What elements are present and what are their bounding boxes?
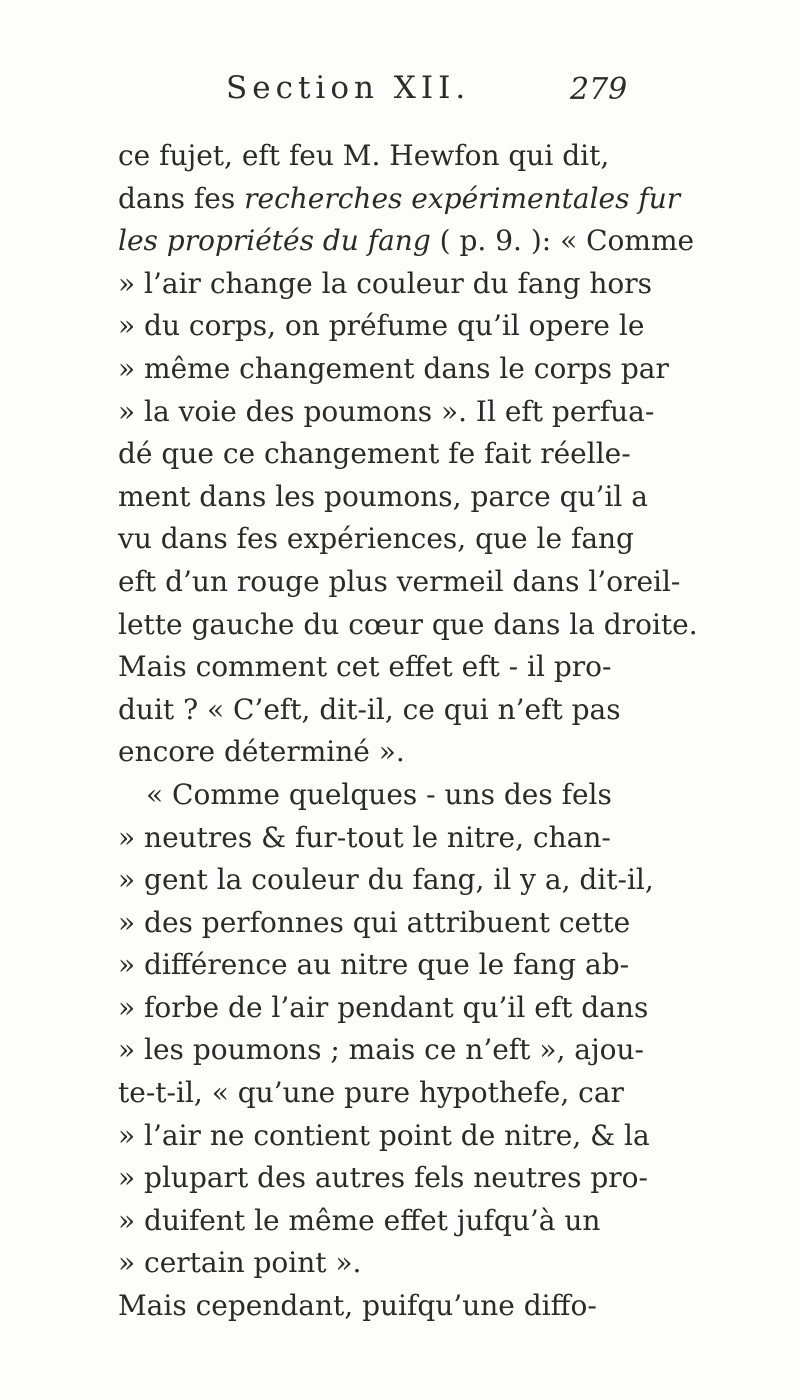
line-text: te-t-il, « qu’une pure hypothefe, car xyxy=(118,1076,624,1110)
line-text: ment dans les poumons, parce qu’il a xyxy=(118,479,648,513)
line-text: » l’air change la couleur du fang hors xyxy=(118,266,653,300)
page-header xyxy=(226,70,666,120)
text-line xyxy=(118,902,708,945)
line-text: vu dans fes expériences, que le fang xyxy=(118,522,634,556)
text-line xyxy=(118,391,708,434)
line-text: dé que ce changement fe fait réelle- xyxy=(118,437,631,471)
line-text: » l’air ne contient point de nitre, & la xyxy=(118,1118,650,1152)
line-text: encore déterminé ». xyxy=(118,735,405,769)
text-line xyxy=(118,817,708,860)
text-line xyxy=(118,263,708,306)
line-text: » du corps, on préfume qu’il opere le xyxy=(118,309,645,343)
text-line xyxy=(118,178,708,221)
text-line xyxy=(118,561,708,604)
text-line xyxy=(118,348,708,391)
text-line xyxy=(118,305,708,348)
line-text: duit ? « C’eft, dit-il, ce qui n’eft pas xyxy=(118,692,621,726)
italic-text: recherches expérimentales fur xyxy=(244,181,681,215)
line-text: » duifent le même effet jufqu’à un xyxy=(118,1203,601,1237)
line-text: » les poumons ; mais ce n’eft », ajou- xyxy=(118,1033,644,1067)
text-line xyxy=(118,476,708,519)
text-line xyxy=(118,1285,708,1328)
text-line xyxy=(118,944,708,987)
line-text: » gent la couleur du fang, il y a, dit-il, xyxy=(118,863,654,897)
text-line xyxy=(118,135,708,178)
line-text: ce fujet, eft feu M. Hewfon qui dit, xyxy=(118,139,610,172)
line-text: lette gauche du cœur que dans la droite. xyxy=(118,607,698,641)
text-line xyxy=(118,1200,708,1243)
body-text xyxy=(118,135,708,1328)
text-line xyxy=(118,646,708,689)
line-text: dans fes xyxy=(118,181,245,215)
text-line xyxy=(118,604,708,647)
text-line xyxy=(118,859,708,902)
text-line xyxy=(118,220,708,263)
line-text: » neutres & fur-tout le nitre, chan- xyxy=(118,820,611,854)
line-text: » même changement dans le corps par xyxy=(118,351,669,385)
line-text: Mais comment cet effet eft - il pro- xyxy=(118,650,612,684)
line-text: ( p. 9. ): « Comme xyxy=(430,224,695,258)
line-text: « Comme quelques - uns des fels xyxy=(146,777,612,811)
line-text: Mais cependant, puifqu’une diffo- xyxy=(118,1289,597,1323)
text-line xyxy=(118,1115,708,1158)
text-line xyxy=(118,987,708,1030)
line-text: » certain point ». xyxy=(118,1246,362,1280)
line-text: » différence au nitre que le fang ab- xyxy=(118,948,630,982)
line-text: » forbe de l’air pendant qu’il eft dans xyxy=(118,990,649,1024)
italic-text: les propriétés du fang xyxy=(118,224,431,258)
text-line xyxy=(118,1072,708,1115)
text-line xyxy=(118,1242,708,1285)
text-line xyxy=(118,1157,708,1200)
line-text: » la voie des poumons ». Il eft perfua- xyxy=(118,394,655,428)
line-text: » plupart des autres fels neutres pro- xyxy=(118,1161,648,1195)
text-line xyxy=(118,689,708,732)
running-head: Section XII. xyxy=(226,70,471,106)
text-line xyxy=(118,1029,708,1072)
page-number: 279 xyxy=(570,72,628,107)
text-line xyxy=(118,433,708,476)
line-text: eft d’un rouge plus vermeil dans l’oreil- xyxy=(118,564,681,598)
text-line xyxy=(118,731,708,774)
line-text: » des perfonnes qui attribuent cette xyxy=(118,905,631,939)
text-line xyxy=(118,518,708,561)
text-line xyxy=(118,774,708,817)
